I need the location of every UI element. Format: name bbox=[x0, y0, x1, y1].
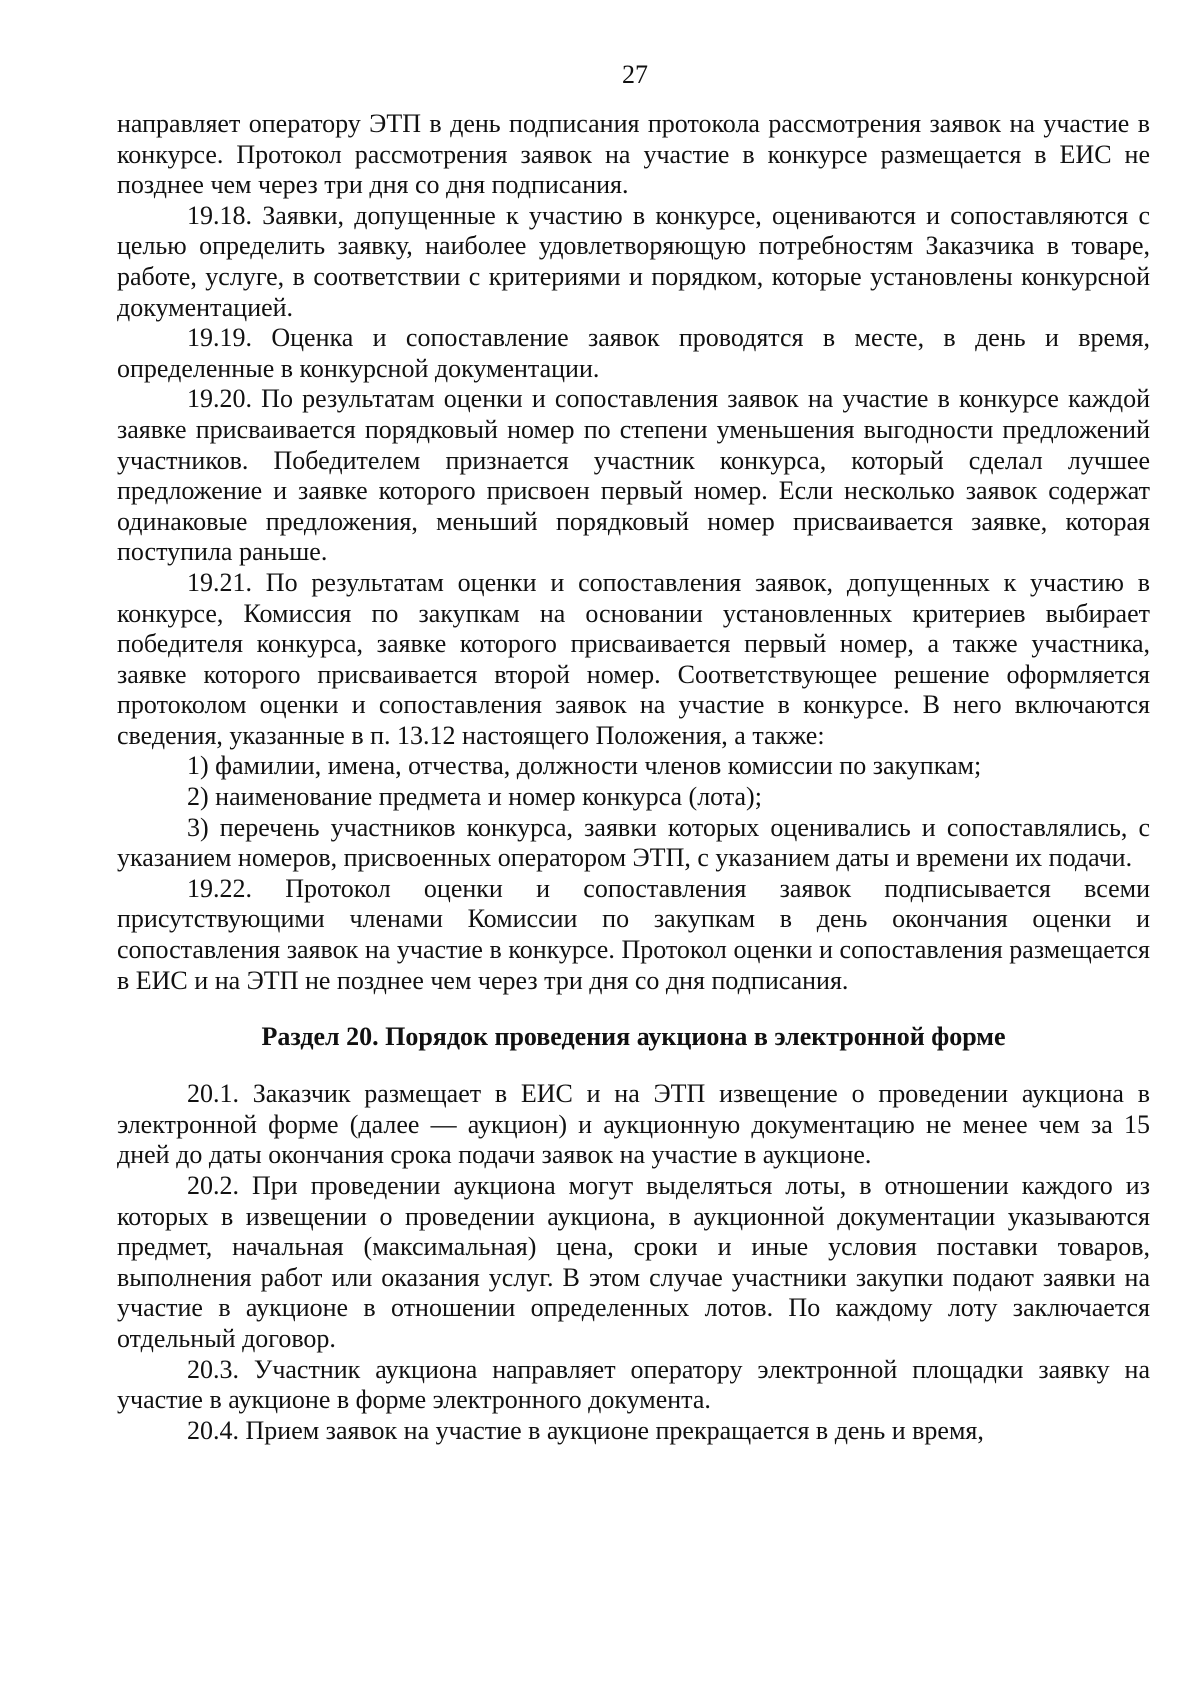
document-body bbox=[117, 109, 1150, 1446]
paragraph-19-18: 19.18. Заявки, допущенные к участию в конкурсе, оцениваются и сопоставляются с целью определить заявку, наиболее удовлетворяющую потребностям Заказчика в товаре, работе, услуге, в соответствии с критериями и порядком, которые установлены конкурсной документацией. bbox=[117, 200, 1150, 322]
section-heading: Раздел 20. Порядок проведения аукциона в электронной форме bbox=[261, 1022, 1006, 1052]
paragraph-20-3: 20.3. Участник аукциона направляет оператору электронной площадки заявку на участие в аукционе в форме электронного документа. bbox=[117, 1354, 1150, 1415]
paragraph-19-21: 19.21. По результатам оценки и сопоставления заявок, допущенных к участию в конкурсе, Комиссия по закупкам на основании установленных критериев выбирает победителя конкурса, заявке которого присваивается первый номер, а также участника, заявке которого присваивается второй номер. Соответствующее решение оформляется протоколом оценки и сопоставления заявок на участие в конкурсе. В него включаются сведения, указанные в п. 13.12 настоящего Положения, а также: bbox=[117, 567, 1150, 750]
list-item-3: 3) перечень участников конкурса, заявки которых оценивались и сопоставлялись, с указанием номеров, присвоенных оператором ЭТП, с указанием даты и времени их подачи. bbox=[117, 812, 1150, 873]
paragraph-20-1: 20.1. Заказчик размещает в ЕИС и на ЭТП извещение о проведении аукциона в электронной форме (далее — аукцион) и аукционную документацию не менее чем за 15 дней до даты окончания срока подачи заявок на участие в аукционе. bbox=[117, 1079, 1150, 1170]
list-item-1: 1) фамилии, имена, отчества, должности членов комиссии по закупкам; bbox=[187, 751, 982, 781]
paragraph-20-4: 20.4. Прием заявок на участие в аукционе прекращается в день и время, bbox=[187, 1415, 984, 1445]
page-number: 27 bbox=[622, 60, 648, 89]
list-item-2: 2) наименование предмета и номер конкурса (лота); bbox=[187, 782, 762, 812]
paragraph-continuation: направляет оператору ЭТП в день подписания протокола рассмотрения заявок на участие в конкурсе. Протокол рассмотрения заявок на участие в конкурсе размещается в ЕИС не позднее чем через три дня со дня подписания. bbox=[117, 109, 1150, 200]
paragraph-19-20: 19.20. По результатам оценки и сопоставления заявок на участие в конкурсе каждой заявке присваивается порядковый номер по степени уменьшения выгодности предложений участников. Победителем признается участник конкурса, который сделал лучшее предложение и заявке которого присвоен первый номер. Если несколько заявок содержат одинаковые предложения, меньший порядковый номер присваивается заявке, которая поступила раньше. bbox=[117, 384, 1150, 567]
paragraph-19-22: 19.22. Протокол оценки и сопоставления заявок подписывается всеми присутствующими членами Комиссии по закупкам в день окончания оценки и сопоставления заявок на участие в конкурсе. Протокол оценки и сопоставления размещается в ЕИС и на ЭТП не позднее чем через три дня со дня подписания. bbox=[117, 873, 1150, 995]
paragraph-20-2: 20.2. При проведении аукциона могут выделяться лоты, в отношении каждого из которых в извещении о проведении аукциона, в аукционной документации указываются предмет, начальная (максимальная) цена, сроки и иные условия поставки товаров, выполнения работ или оказания услуг. В этом случае участники закупки подают заявки на участие в аукционе в отношении определенных лотов. По каждому лоту заключается отдельный договор. bbox=[117, 1171, 1150, 1353]
paragraph-19-19: 19.19. Оценка и сопоставление заявок проводятся в месте, в день и время, определенные в конкурсной документации. bbox=[117, 323, 1150, 383]
